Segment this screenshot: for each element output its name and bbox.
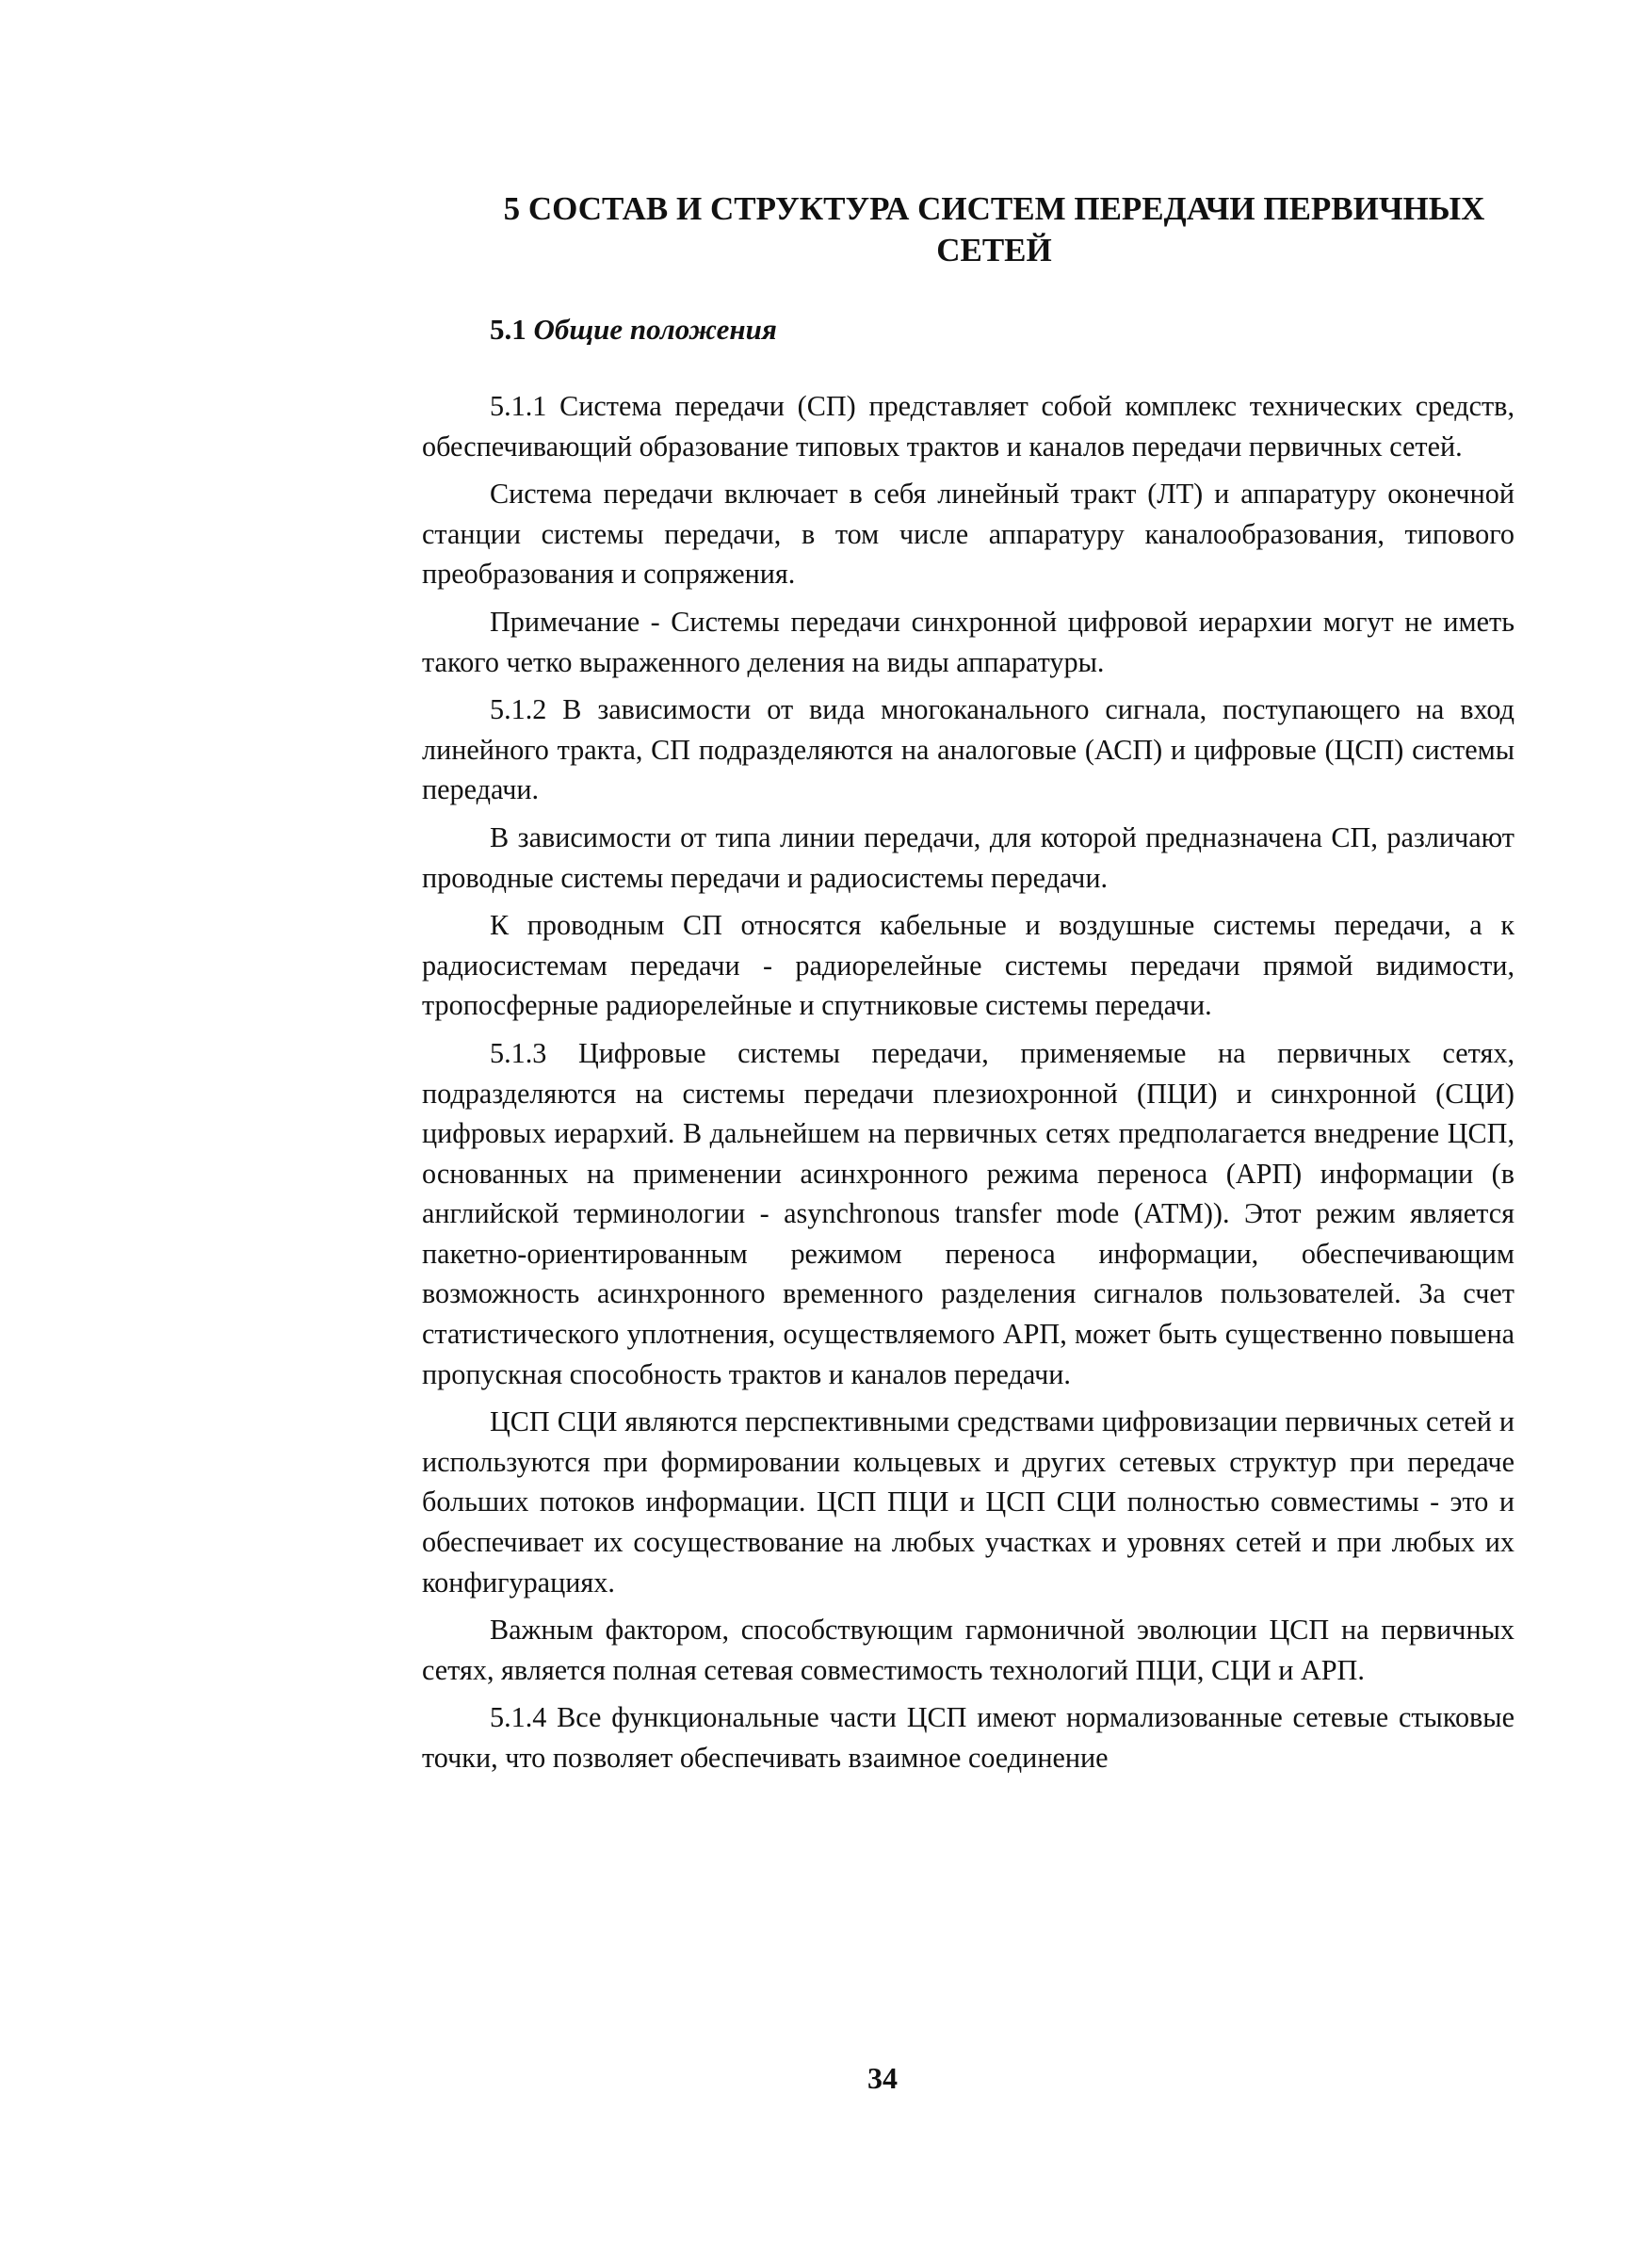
paragraph-wired-radio: К проводным СП относятся кабельные и воздушные системы передачи, а к радиосистемам передачи - радиорелейные системы передачи прямой видимости, тропосферные радиорелейные и спутниковые системы передачи.: [422, 909, 1514, 1022]
paragraph-5-1-1: 5.1.1 Система передачи (СП) представляет собой комплекс технических средств, обеспечивающий образование типовых трактов и каналов передачи первичных сетей.: [422, 390, 1514, 463]
paragraph-5-1-3: 5.1.3 Цифровые системы передачи, применяемые на первичных сетях, подразделяются на системы передачи плезиохронной (ПЦИ) и синхронной (СЦИ) цифровых иерархий. В дальнейшем на первичных сетях предполагается внедрение ЦСП, основанных на применении асинхронного режима переноса (АРП) информации (в английской терминологии - asynchronous transfer mode (АТМ)). Этот режим является пакетно-ориентированным режимом переноса информации, обеспечивающим возможность асинхронного временного разделения сигналов пользователей. За счет статистического уплотнения, осуществляемого АРП, может быть существенно повышена пропускная способность трактов и каналов передачи.: [422, 1036, 1514, 1390]
section-number: 5.1: [490, 313, 526, 346]
page-body: [422, 188, 1514, 1786]
paragraph-line-types: В зависимости от типа линии передачи, для которой предназначена СП, различают проводные системы передачи и радиосистемы передачи.: [422, 820, 1514, 894]
paragraph-5-1-4: 5.1.4 Все функциональные части ЦСП имеют нормализованные сетевые стыковые точки, что позволяет обеспечивать взаимное соединение: [422, 1701, 1514, 1774]
paragraph-sp-composition: Система передачи включает в себя линейный тракт (ЛТ) и аппаратуру оконечной станции системы передачи, в том числе аппаратуру каналообразования, типового преобразования и сопряжения.: [422, 478, 1514, 591]
paragraph-sdh: ЦСП СЦИ являются перспективными средствами цифровизации первичных сетей и используются при формировании кольцевых и других сетевых структур при передаче больших потоков информации. ЦСП ПЦИ и ЦСП СЦИ полностью совместимы - это и обеспечивает их сосуществование на любых участках и уровнях сетей и при любых их конфигурациях.: [422, 1405, 1514, 1599]
page-number: 34: [867, 2061, 898, 2095]
section-name: Общие положения: [533, 313, 777, 346]
paragraph-5-1-2: 5.1.2 В зависимости от вида многоканального сигнала, поступающего на вход линейного тракта, СП подразделяются на аналоговые (АСП) и цифровые (ЦСП) системы передачи.: [422, 693, 1514, 806]
chapter-title-line-1: 5 СОСТАВ И СТРУКТУРА СИСТЕМ ПЕРЕДАЧИ ПЕРВИЧНЫХ: [503, 190, 1485, 227]
paragraph-compatibility: Важным фактором, способствующим гармоничной эволюции ЦСП на первичных сетях, является полная сетевая совместимость технологий ПЦИ, СЦИ и АРП.: [422, 1614, 1514, 1686]
section-title: [490, 311, 1514, 349]
chapter-title-line-2: СЕТЕЙ: [936, 232, 1052, 268]
chapter-title: [474, 188, 1514, 271]
paragraph-note: Примечание - Системы передачи синхронной цифровой иерархии могут не иметь такого четко выраженного деления на виды аппаратуры.: [422, 605, 1514, 678]
